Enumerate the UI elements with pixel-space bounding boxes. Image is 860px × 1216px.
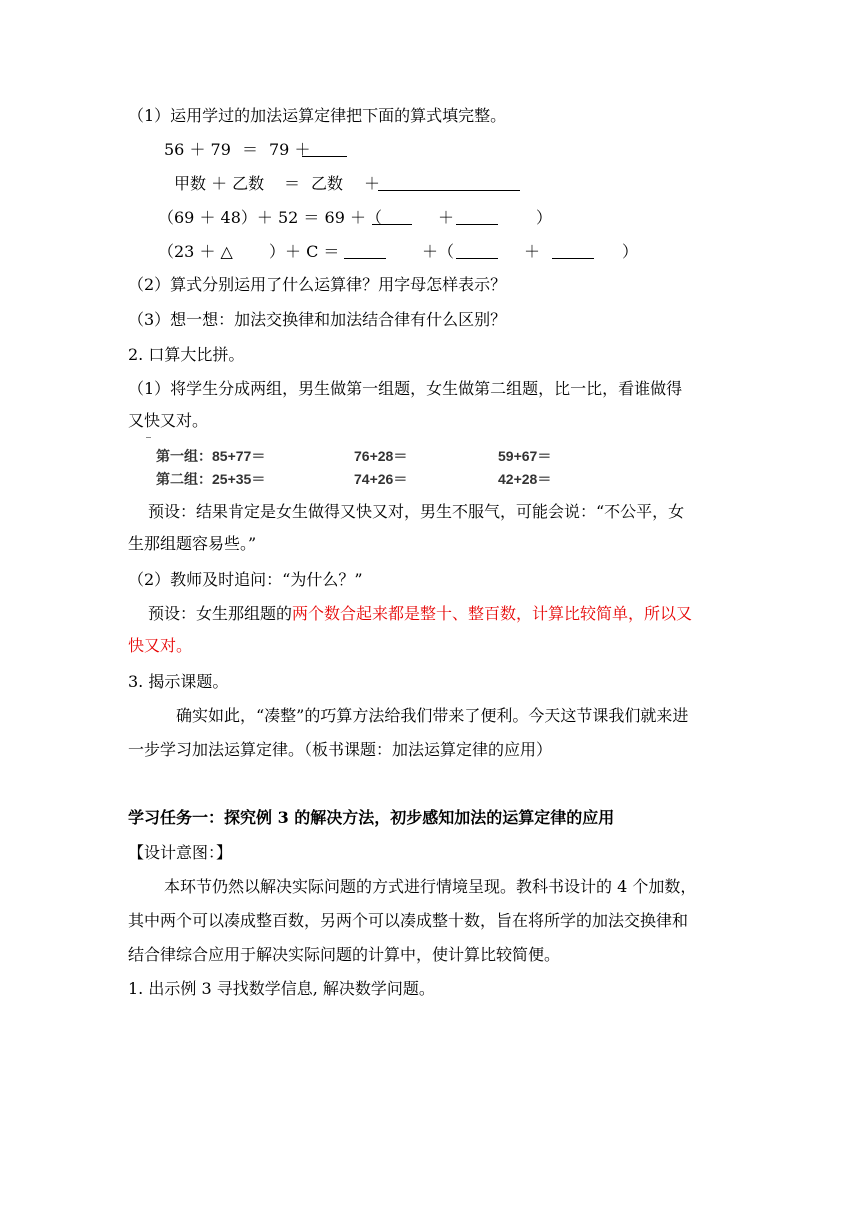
eq1-left: 56 ＋ 79 [164, 140, 231, 159]
s2-title: 2. 口算大比拼。 [128, 345, 245, 364]
task1-heading: 学习任务一：探究例 3 的解决方法，初步感知加法的运算定律的应用 [128, 808, 615, 827]
eq3-close: ） [536, 208, 553, 227]
eq2-plus: ＋ [364, 174, 381, 193]
preset2-line1 [148, 604, 692, 624]
eq3-plus: ＋ [438, 208, 455, 227]
eq4-left: （23 ＋ △ [158, 242, 233, 261]
design-intent-label: 【设计意图：】 [128, 843, 233, 862]
eq3-left: （69 ＋ 48）＋ 52 ＝ 69 ＋（ [158, 208, 382, 227]
eq4-blank-2[interactable] [456, 242, 498, 259]
preset1-line2: 生那组题容易些。” [128, 534, 257, 553]
q2-text: （2）算式分别运用了什么运算律？用字母怎样表示？ [128, 275, 507, 294]
eq2-blank[interactable] [378, 174, 520, 191]
eq1-right: 79 ＋ [269, 140, 311, 159]
eq2-left: 甲数 ＋ 乙数 [174, 174, 265, 193]
group2-c: 42+28＝ [498, 471, 552, 487]
task1-para-line3: 结合律综合应用于解决实际问题的计算中，使计算比较简便。 [128, 945, 561, 964]
group1-label: 第一组：85+77＝ [156, 448, 266, 464]
group2-b: 74+26＝ [354, 471, 408, 487]
q1-title: （1）运用学过的加法运算定律把下面的算式填完整。 [128, 106, 507, 125]
s2-p1-line1: （1）将学生分成两组，男生做第一组题，女生做第二组题，比一比，看谁做得 [128, 379, 683, 398]
preset2-red-1: 两个数合起来都是整十、整百数，计算比较简单，所以又 [292, 604, 693, 623]
s3-title: 3. 揭示课题。 [128, 672, 229, 691]
preset1-line1: 预设：结果肯定是女生做得又快又对，男生不服气，可能会说：“不公平，女 [148, 502, 685, 521]
scan-mark [146, 437, 151, 438]
group2-label: 第二组：25+35＝ [156, 471, 266, 487]
preset2-red-2: 快又对。 [128, 636, 193, 655]
s3-line2: 一步学习加法运算定律。（板书课题：加法运算定律的应用） [128, 740, 553, 759]
task1-step1: 1. 出示例 3 寻找数学信息, 解决数学问题。 [128, 979, 435, 998]
eq1-equals: ＝ [242, 140, 259, 159]
eq2-right: 乙数 [311, 174, 344, 193]
eq4-close: ） [622, 242, 639, 261]
eq2-equals: ＝ [284, 174, 301, 193]
eq3-blank-1[interactable] [372, 208, 412, 225]
eq4-blank-1[interactable] [344, 242, 386, 259]
s2-p1-line2: 又快又对。 [128, 411, 209, 430]
eq4-open: ＋（ [422, 242, 455, 261]
s2-p2: （2）教师及时追问：“为什么？” [128, 570, 363, 589]
s3-line1: 确实如此，“凑整”的巧算方法给我们带来了便利。今天这节课我们就来进 [176, 706, 689, 725]
group1-b: 76+28＝ [354, 448, 408, 464]
task1-para-line2: 其中两个可以凑成整百数，另两个可以凑成整十数，旨在将所学的加法交换律和 [128, 911, 689, 930]
task1-para-line1: 本环节仍然以解决实际问题的方式进行情境呈现。教科书设计的 4 个加数， [164, 877, 697, 896]
eq1-blank[interactable] [302, 140, 347, 157]
group1-c: 59+67＝ [498, 448, 552, 464]
eq4-plus: ＋ [524, 242, 541, 261]
preset2-prefix: 预设：女生那组题的 [148, 604, 293, 623]
q3-text: （3）想一想：加法交换律和加法结合律有什么区别？ [128, 310, 507, 329]
eq4-blank-3[interactable] [552, 242, 594, 259]
eq3-blank-2[interactable] [456, 208, 498, 225]
eq4-mid: ）＋ C ＝ [269, 242, 340, 261]
